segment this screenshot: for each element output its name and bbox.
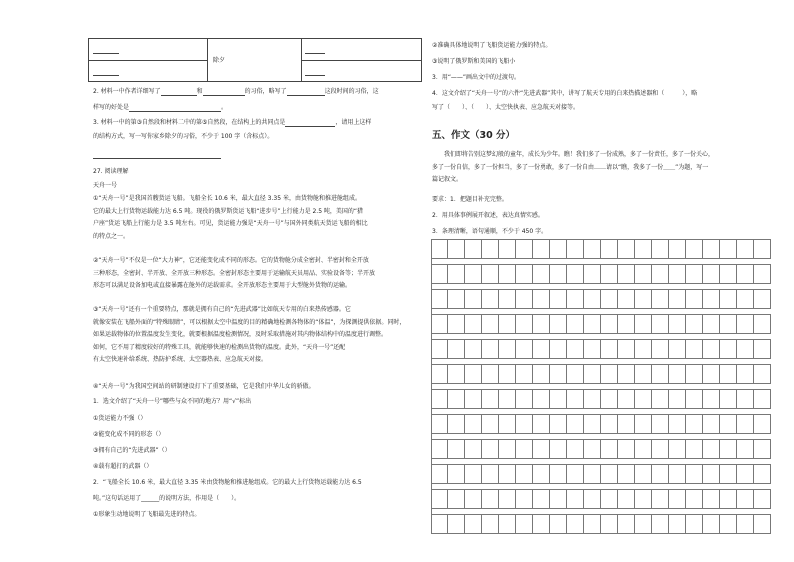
grid-cell[interactable]	[618, 440, 635, 458]
grid-cell[interactable]	[737, 240, 754, 258]
grid-cell[interactable]	[652, 390, 669, 408]
grid-cell[interactable]	[720, 515, 737, 533]
grid-cell[interactable]	[432, 465, 448, 483]
grid-cell[interactable]	[754, 490, 771, 508]
grid-cell[interactable]	[686, 490, 703, 508]
option-1: ①货运能力不强（）	[93, 415, 147, 422]
article-title: 天舟一号	[93, 182, 118, 189]
grid-cell[interactable]	[432, 515, 448, 533]
grid-row	[432, 240, 771, 259]
grid-cell[interactable]	[635, 265, 652, 283]
grid-cell[interactable]	[516, 515, 533, 533]
grid-cell[interactable]	[754, 240, 771, 258]
grid-row	[432, 339, 771, 359]
grid-cell[interactable]	[482, 440, 499, 458]
grid-cell[interactable]	[499, 265, 516, 283]
grid-cell[interactable]	[448, 340, 465, 358]
grid-cell[interactable]	[669, 290, 686, 308]
grid-cell[interactable]	[533, 340, 550, 358]
option-2: ②能变化成不同的形态（）	[93, 431, 165, 438]
grid-cell[interactable]	[737, 340, 754, 358]
grid-cell[interactable]	[550, 515, 567, 533]
grid-cell[interactable]	[618, 365, 635, 383]
question-2b: 2．“飞船全长 10.6 米，最大直径 3.35 米由货物舱和推进舱组成。它的最大上行货物运载能力达 6.5	[93, 479, 362, 486]
grid-cell[interactable]	[737, 290, 754, 308]
grid-cell[interactable]	[703, 390, 720, 408]
section-5-heading: 五、作文（30 分）	[432, 130, 516, 141]
grid-cell[interactable]	[686, 415, 703, 433]
grid-cell[interactable]	[703, 265, 720, 283]
grid-cell[interactable]	[737, 265, 754, 283]
grid-cell[interactable]	[550, 340, 567, 358]
grid-row	[432, 514, 771, 534]
grid-cell[interactable]	[618, 490, 635, 508]
grid-cell[interactable]	[465, 415, 482, 433]
grid-cell[interactable]	[533, 465, 550, 483]
grid-cell[interactable]	[737, 465, 754, 483]
grid-cell[interactable]	[754, 390, 771, 408]
grid-cell[interactable]	[754, 265, 771, 283]
option-4: ④载有超打的武器（）	[93, 463, 153, 470]
grid-cell[interactable]	[567, 340, 584, 358]
grid-cell[interactable]	[516, 440, 533, 458]
grid-cell[interactable]	[669, 515, 686, 533]
grid-cell[interactable]	[584, 315, 601, 333]
grid-cell[interactable]	[482, 290, 499, 308]
grid-cell[interactable]	[754, 440, 771, 458]
grid-cell[interactable]	[567, 290, 584, 308]
grid-cell[interactable]	[584, 365, 601, 383]
grid-cell[interactable]	[465, 515, 482, 533]
grid-cell[interactable]	[465, 490, 482, 508]
blank-line	[305, 75, 325, 76]
grid-cell[interactable]	[567, 465, 584, 483]
grid-cell[interactable]	[516, 265, 533, 283]
grid-cell[interactable]	[652, 415, 669, 433]
grid-cell[interactable]	[601, 315, 618, 333]
grid-cell[interactable]	[635, 440, 652, 458]
table-cell-label: 除夕	[213, 57, 226, 64]
grid-cell[interactable]	[584, 515, 601, 533]
grid-cell[interactable]	[533, 290, 550, 308]
article-paragraph-4: ④“天舟一号”为我国空间站的研制建设打下了重要基础，它是我们中华儿女的骄傲。	[93, 383, 315, 390]
table-divider	[89, 60, 207, 61]
grid-cell[interactable]	[584, 415, 601, 433]
grid-cell[interactable]	[686, 365, 703, 383]
grid-cell[interactable]	[448, 390, 465, 408]
grid-cell[interactable]	[635, 315, 652, 333]
blank-line	[93, 75, 119, 76]
grid-cell[interactable]	[550, 490, 567, 508]
grid-cell[interactable]	[635, 465, 652, 483]
grid-cell[interactable]	[499, 365, 516, 383]
grid-cell[interactable]	[686, 290, 703, 308]
grid-row	[432, 389, 771, 409]
grid-cell[interactable]	[482, 340, 499, 358]
article-paragraph-1: ①“天舟一号”是我国首艘货运飞船。飞船全长 10.6 米，最大直径 3.35 米，由货物舱和推进舱组成。 它的最大上行货物运载能力达 6.5 吨。现役的俄罗斯货运飞船“进步号”上行能力是 2.5 吨，美国的“猎 户座”货运飞船上行能力是 3.5 吨左右。可见，货运能力强是“天舟一号”与国外同类航天货运飞船的相比 的特点之一。	[93, 195, 368, 240]
option-r2: ③说明了俄罗斯和美国的飞船小	[432, 58, 516, 65]
question-3-cont: 的结构方式，写一写你家乡除夕的习俗，不少于 100 字（含标点）。	[93, 133, 274, 140]
grid-cell[interactable]	[465, 240, 482, 258]
grid-cell[interactable]	[432, 415, 448, 433]
grid-cell[interactable]	[635, 415, 652, 433]
grid-cell[interactable]	[499, 440, 516, 458]
grid-cell[interactable]	[550, 265, 567, 283]
grid-cell[interactable]	[448, 440, 465, 458]
grid-cell[interactable]	[669, 415, 686, 433]
grid-cell[interactable]	[652, 290, 669, 308]
grid-row	[432, 439, 771, 459]
grid-cell[interactable]	[737, 365, 754, 383]
grid-cell[interactable]	[432, 265, 448, 283]
grid-cell[interactable]	[584, 490, 601, 508]
grid-cell[interactable]	[703, 340, 720, 358]
grid-cell[interactable]	[584, 240, 601, 258]
grid-cell[interactable]	[669, 365, 686, 383]
grid-cell[interactable]	[686, 515, 703, 533]
grid-cell[interactable]	[533, 365, 550, 383]
question-3: 3. 材料一中的第③自然段和材料二中的第⑤自然段，在结构上的共同点是 ，请用上这样	[93, 119, 372, 126]
grid-cell[interactable]	[618, 465, 635, 483]
question-r4: 4．这文介绍了“天舟一号”的六件“先进武器”其中，讲写了航天专用的白来热描述器和（ ），略	[432, 90, 698, 97]
grid-cell[interactable]	[754, 415, 771, 433]
grid-cell[interactable]	[618, 515, 635, 533]
table-divider	[207, 39, 208, 81]
grid-cell[interactable]	[432, 340, 448, 358]
grid-cell[interactable]	[618, 390, 635, 408]
grid-cell[interactable]	[482, 515, 499, 533]
grid-cell[interactable]	[516, 390, 533, 408]
grid-cell[interactable]	[465, 390, 482, 408]
blank-line	[93, 53, 119, 54]
grid-cell[interactable]	[448, 315, 465, 333]
grid-cell[interactable]	[703, 465, 720, 483]
grid-cell[interactable]	[669, 340, 686, 358]
grid-cell[interactable]	[720, 290, 737, 308]
grid-row	[432, 414, 771, 434]
grid-cell[interactable]	[720, 315, 737, 333]
grid-cell[interactable]	[516, 290, 533, 308]
grid-cell[interactable]	[652, 340, 669, 358]
grid-cell[interactable]	[465, 465, 482, 483]
grid-cell[interactable]	[703, 290, 720, 308]
grid-cell[interactable]	[635, 390, 652, 408]
grid-cell[interactable]	[635, 490, 652, 508]
grid-cell[interactable]	[635, 290, 652, 308]
question-2-cont: 样写的好处是 。	[93, 104, 228, 111]
grid-cell[interactable]	[754, 340, 771, 358]
grid-cell[interactable]	[550, 465, 567, 483]
grid-cell[interactable]	[601, 265, 618, 283]
grid-cell[interactable]	[465, 265, 482, 283]
grid-cell[interactable]	[482, 390, 499, 408]
grid-cell[interactable]	[499, 415, 516, 433]
grid-cell[interactable]	[448, 515, 465, 533]
grid-cell[interactable]	[516, 490, 533, 508]
grid-cell[interactable]	[533, 440, 550, 458]
grid-cell[interactable]	[635, 240, 652, 258]
grid-cell[interactable]	[533, 390, 550, 408]
grid-cell[interactable]	[652, 490, 669, 508]
grid-cell[interactable]	[737, 440, 754, 458]
grid-cell[interactable]	[737, 390, 754, 408]
grid-cell[interactable]	[482, 415, 499, 433]
grid-cell[interactable]	[567, 390, 584, 408]
grid-cell[interactable]	[516, 465, 533, 483]
grid-cell[interactable]	[737, 415, 754, 433]
grid-cell[interactable]	[499, 315, 516, 333]
grid-cell[interactable]	[652, 365, 669, 383]
grid-cell[interactable]	[601, 365, 618, 383]
grid-cell[interactable]	[567, 365, 584, 383]
grid-cell[interactable]	[635, 365, 652, 383]
grid-cell[interactable]	[686, 240, 703, 258]
grid-cell[interactable]	[720, 365, 737, 383]
article-paragraph-3: ③“天舟一号”还有一个重要特点，那就是拥有自己的“先进武器”比如航天专用的白来热传感器。它 就像安装在飞船外面的“特殊眼睛”，可以根据太空中温度的目的精确地检测各物体的“体温”，为探测提供依据。同时， 如果运载物体的位置温度发生变化，就要根据温度检测情况，及时采取措施对其内物体结构中的温度进行调整。 如何，它不用了精度较好的特殊工具，就能够快速的检测出货物的温度。此外，“天舟一号”还配 有太空快速补给系统、热防护系统、太空器热表、应急航天对接。	[93, 306, 406, 363]
grid-cell[interactable]	[499, 240, 516, 258]
grid-cell[interactable]	[686, 265, 703, 283]
grid-cell[interactable]	[686, 390, 703, 408]
grid-cell[interactable]	[482, 465, 499, 483]
grid-cell[interactable]	[703, 365, 720, 383]
grid-cell[interactable]	[516, 240, 533, 258]
grid-cell[interactable]	[703, 240, 720, 258]
grid-cell[interactable]	[550, 415, 567, 433]
grid-cell[interactable]	[669, 490, 686, 508]
grid-cell[interactable]	[601, 490, 618, 508]
grid-cell[interactable]	[533, 240, 550, 258]
grid-cell[interactable]	[432, 315, 448, 333]
grid-cell[interactable]	[448, 465, 465, 483]
grid-cell[interactable]	[737, 515, 754, 533]
grid-cell[interactable]	[432, 490, 448, 508]
grid-row	[432, 364, 771, 384]
grid-cell[interactable]	[432, 390, 448, 408]
grid-cell[interactable]	[720, 340, 737, 358]
grid-cell[interactable]	[601, 465, 618, 483]
grid-cell[interactable]	[499, 340, 516, 358]
grid-cell[interactable]	[720, 240, 737, 258]
essay-requirement-2: 2．用具体事例展开叙述，表达真情实感。	[432, 212, 544, 219]
grid-row	[432, 314, 771, 334]
grid-cell[interactable]	[703, 315, 720, 333]
grid-cell[interactable]	[652, 315, 669, 333]
grid-cell[interactable]	[686, 440, 703, 458]
grid-cell[interactable]	[432, 240, 448, 258]
grid-cell[interactable]	[652, 465, 669, 483]
grid-cell[interactable]	[550, 315, 567, 333]
grid-cell[interactable]	[550, 390, 567, 408]
grid-cell[interactable]	[465, 440, 482, 458]
grid-cell[interactable]	[584, 290, 601, 308]
grid-cell[interactable]	[567, 240, 584, 258]
grid-cell[interactable]	[669, 265, 686, 283]
grid-cell[interactable]	[465, 315, 482, 333]
grid-cell[interactable]	[432, 290, 448, 308]
essay-requirement-3: 3．条理清晰，语句通顺，不少于 450 字。	[432, 228, 548, 235]
grid-cell[interactable]	[584, 465, 601, 483]
grid-cell[interactable]	[465, 340, 482, 358]
question-2b-cont: 吨。”这句话运用了______的说明方法，作用是（ ）。	[93, 495, 241, 502]
grid-cell[interactable]	[533, 265, 550, 283]
grid-cell[interactable]	[584, 265, 601, 283]
grid-cell[interactable]	[703, 490, 720, 508]
grid-cell[interactable]	[584, 440, 601, 458]
grid-cell[interactable]	[533, 490, 550, 508]
grid-cell[interactable]	[584, 390, 601, 408]
grid-cell[interactable]	[754, 515, 771, 533]
grid-cell[interactable]	[686, 340, 703, 358]
grid-cell[interactable]	[482, 265, 499, 283]
grid-cell[interactable]	[669, 440, 686, 458]
grid-cell[interactable]	[669, 390, 686, 408]
grid-row	[432, 489, 771, 509]
grid-cell[interactable]	[567, 515, 584, 533]
grid-cell[interactable]	[482, 240, 499, 258]
essay-prompt: 我们即将告别这梦幻般的童年，成长为少年。瞧！我们多了一份成熟，多了一份责任，多了一份关心， 多了一份自信，多了一份担当，多了一份勇敢，多了一份自由……请以“瞧，我多了一份＿＿”为题，写一 篇记叙文。	[432, 151, 715, 183]
writing-grid[interactable]	[431, 239, 771, 534]
grid-cell[interactable]	[567, 440, 584, 458]
grid-cell[interactable]	[720, 490, 737, 508]
grid-cell[interactable]	[618, 340, 635, 358]
question-r3: 3．用“——”画出文中的过渡句。	[432, 74, 521, 81]
grid-cell[interactable]	[448, 365, 465, 383]
grid-cell[interactable]	[720, 415, 737, 433]
grid-cell[interactable]	[550, 440, 567, 458]
grid-cell[interactable]	[601, 340, 618, 358]
grid-cell[interactable]	[720, 390, 737, 408]
grid-cell[interactable]	[703, 515, 720, 533]
grid-cell[interactable]	[669, 240, 686, 258]
grid-cell[interactable]	[465, 365, 482, 383]
grid-cell[interactable]	[720, 440, 737, 458]
grid-cell[interactable]	[533, 515, 550, 533]
grid-cell[interactable]	[533, 315, 550, 333]
grid-cell[interactable]	[533, 415, 550, 433]
grid-cell[interactable]	[584, 340, 601, 358]
question-1: 1．选文介绍了“天舟一号”哪些与众不同的地方？用“√”标出	[93, 398, 252, 405]
grid-cell[interactable]	[482, 490, 499, 508]
grid-cell[interactable]	[618, 290, 635, 308]
question-r4-cont: 写了（ ）、（ ）、太空快执表、应急航天对接等。	[432, 104, 580, 111]
grid-cell[interactable]	[754, 290, 771, 308]
grid-cell[interactable]	[567, 415, 584, 433]
grid-cell[interactable]	[618, 240, 635, 258]
grid-cell[interactable]	[635, 340, 652, 358]
grid-cell[interactable]	[516, 365, 533, 383]
grid-row	[432, 264, 771, 284]
grid-cell[interactable]	[567, 315, 584, 333]
grid-row	[432, 464, 771, 484]
grid-cell[interactable]	[601, 415, 618, 433]
grid-cell[interactable]	[618, 315, 635, 333]
info-table	[88, 38, 422, 82]
grid-cell[interactable]	[482, 315, 499, 333]
grid-row	[432, 289, 771, 309]
grid-cell[interactable]	[669, 315, 686, 333]
section-27-heading: 27. 阅读理解	[93, 168, 129, 175]
grid-cell[interactable]	[516, 315, 533, 333]
grid-cell[interactable]	[567, 490, 584, 508]
grid-cell[interactable]	[465, 290, 482, 308]
grid-cell[interactable]	[754, 465, 771, 483]
grid-cell[interactable]	[669, 465, 686, 483]
grid-cell[interactable]	[499, 290, 516, 308]
grid-cell[interactable]	[720, 265, 737, 283]
option-r1: ②准确具体地说明了飞船货运能力强的特点。	[432, 42, 552, 49]
grid-cell[interactable]	[754, 365, 771, 383]
grid-cell[interactable]	[703, 440, 720, 458]
grid-cell[interactable]	[652, 265, 669, 283]
grid-cell[interactable]	[499, 465, 516, 483]
grid-cell[interactable]	[601, 515, 618, 533]
grid-cell[interactable]	[652, 515, 669, 533]
grid-cell[interactable]	[686, 465, 703, 483]
table-divider	[301, 60, 421, 61]
grid-cell[interactable]	[448, 490, 465, 508]
grid-cell[interactable]	[652, 240, 669, 258]
grid-cell[interactable]	[448, 290, 465, 308]
grid-cell[interactable]	[448, 415, 465, 433]
question-2b-option: ①形象生动地说明了飞船最先进的特点。	[93, 511, 201, 518]
answer-line	[93, 158, 221, 159]
grid-cell[interactable]	[448, 265, 465, 283]
grid-cell[interactable]	[432, 440, 448, 458]
grid-cell[interactable]	[550, 365, 567, 383]
grid-cell[interactable]	[618, 415, 635, 433]
grid-cell[interactable]	[550, 290, 567, 308]
grid-cell[interactable]	[516, 415, 533, 433]
grid-cell[interactable]	[737, 315, 754, 333]
essay-requirement-1: 要求：1．把题目补充完整。	[432, 196, 508, 203]
grid-cell[interactable]	[754, 315, 771, 333]
grid-cell[interactable]	[686, 315, 703, 333]
grid-cell[interactable]	[499, 515, 516, 533]
article-paragraph-2: ②“天舟一号”不仅是一位“大力神”，它还能变化成不同的形态。它的货物舱分成全密封、半密封和全开放 三种形态，全密封、半开放、全开放三种形态。全密封形态主要用于运输航天员用品、实验设备等；半开放 形态可以满足设备加电或直接暴露在舱外的运载需求。全开放形态主要用于大型舱外货物的运输。	[93, 257, 376, 289]
grid-cell[interactable]	[618, 265, 635, 283]
grid-cell[interactable]	[737, 490, 754, 508]
grid-cell[interactable]	[601, 440, 618, 458]
grid-cell[interactable]	[448, 240, 465, 258]
grid-cell[interactable]	[550, 240, 567, 258]
grid-cell[interactable]	[720, 465, 737, 483]
grid-cell[interactable]	[499, 490, 516, 508]
grid-cell[interactable]	[635, 515, 652, 533]
grid-cell[interactable]	[601, 240, 618, 258]
grid-cell[interactable]	[499, 390, 516, 408]
option-3: ③拥有自己的“先进武器”（）	[93, 447, 171, 454]
grid-cell[interactable]	[703, 415, 720, 433]
grid-cell[interactable]	[482, 365, 499, 383]
grid-cell[interactable]	[652, 440, 669, 458]
grid-cell[interactable]	[601, 290, 618, 308]
question-2: 2. 材料一中作者详细写了 和 的习俗，略写了 这段时间的习俗，这	[93, 88, 379, 95]
grid-cell[interactable]	[432, 365, 448, 383]
grid-cell[interactable]	[567, 265, 584, 283]
blank-line	[305, 53, 325, 54]
grid-cell[interactable]	[516, 340, 533, 358]
grid-cell[interactable]	[601, 390, 618, 408]
